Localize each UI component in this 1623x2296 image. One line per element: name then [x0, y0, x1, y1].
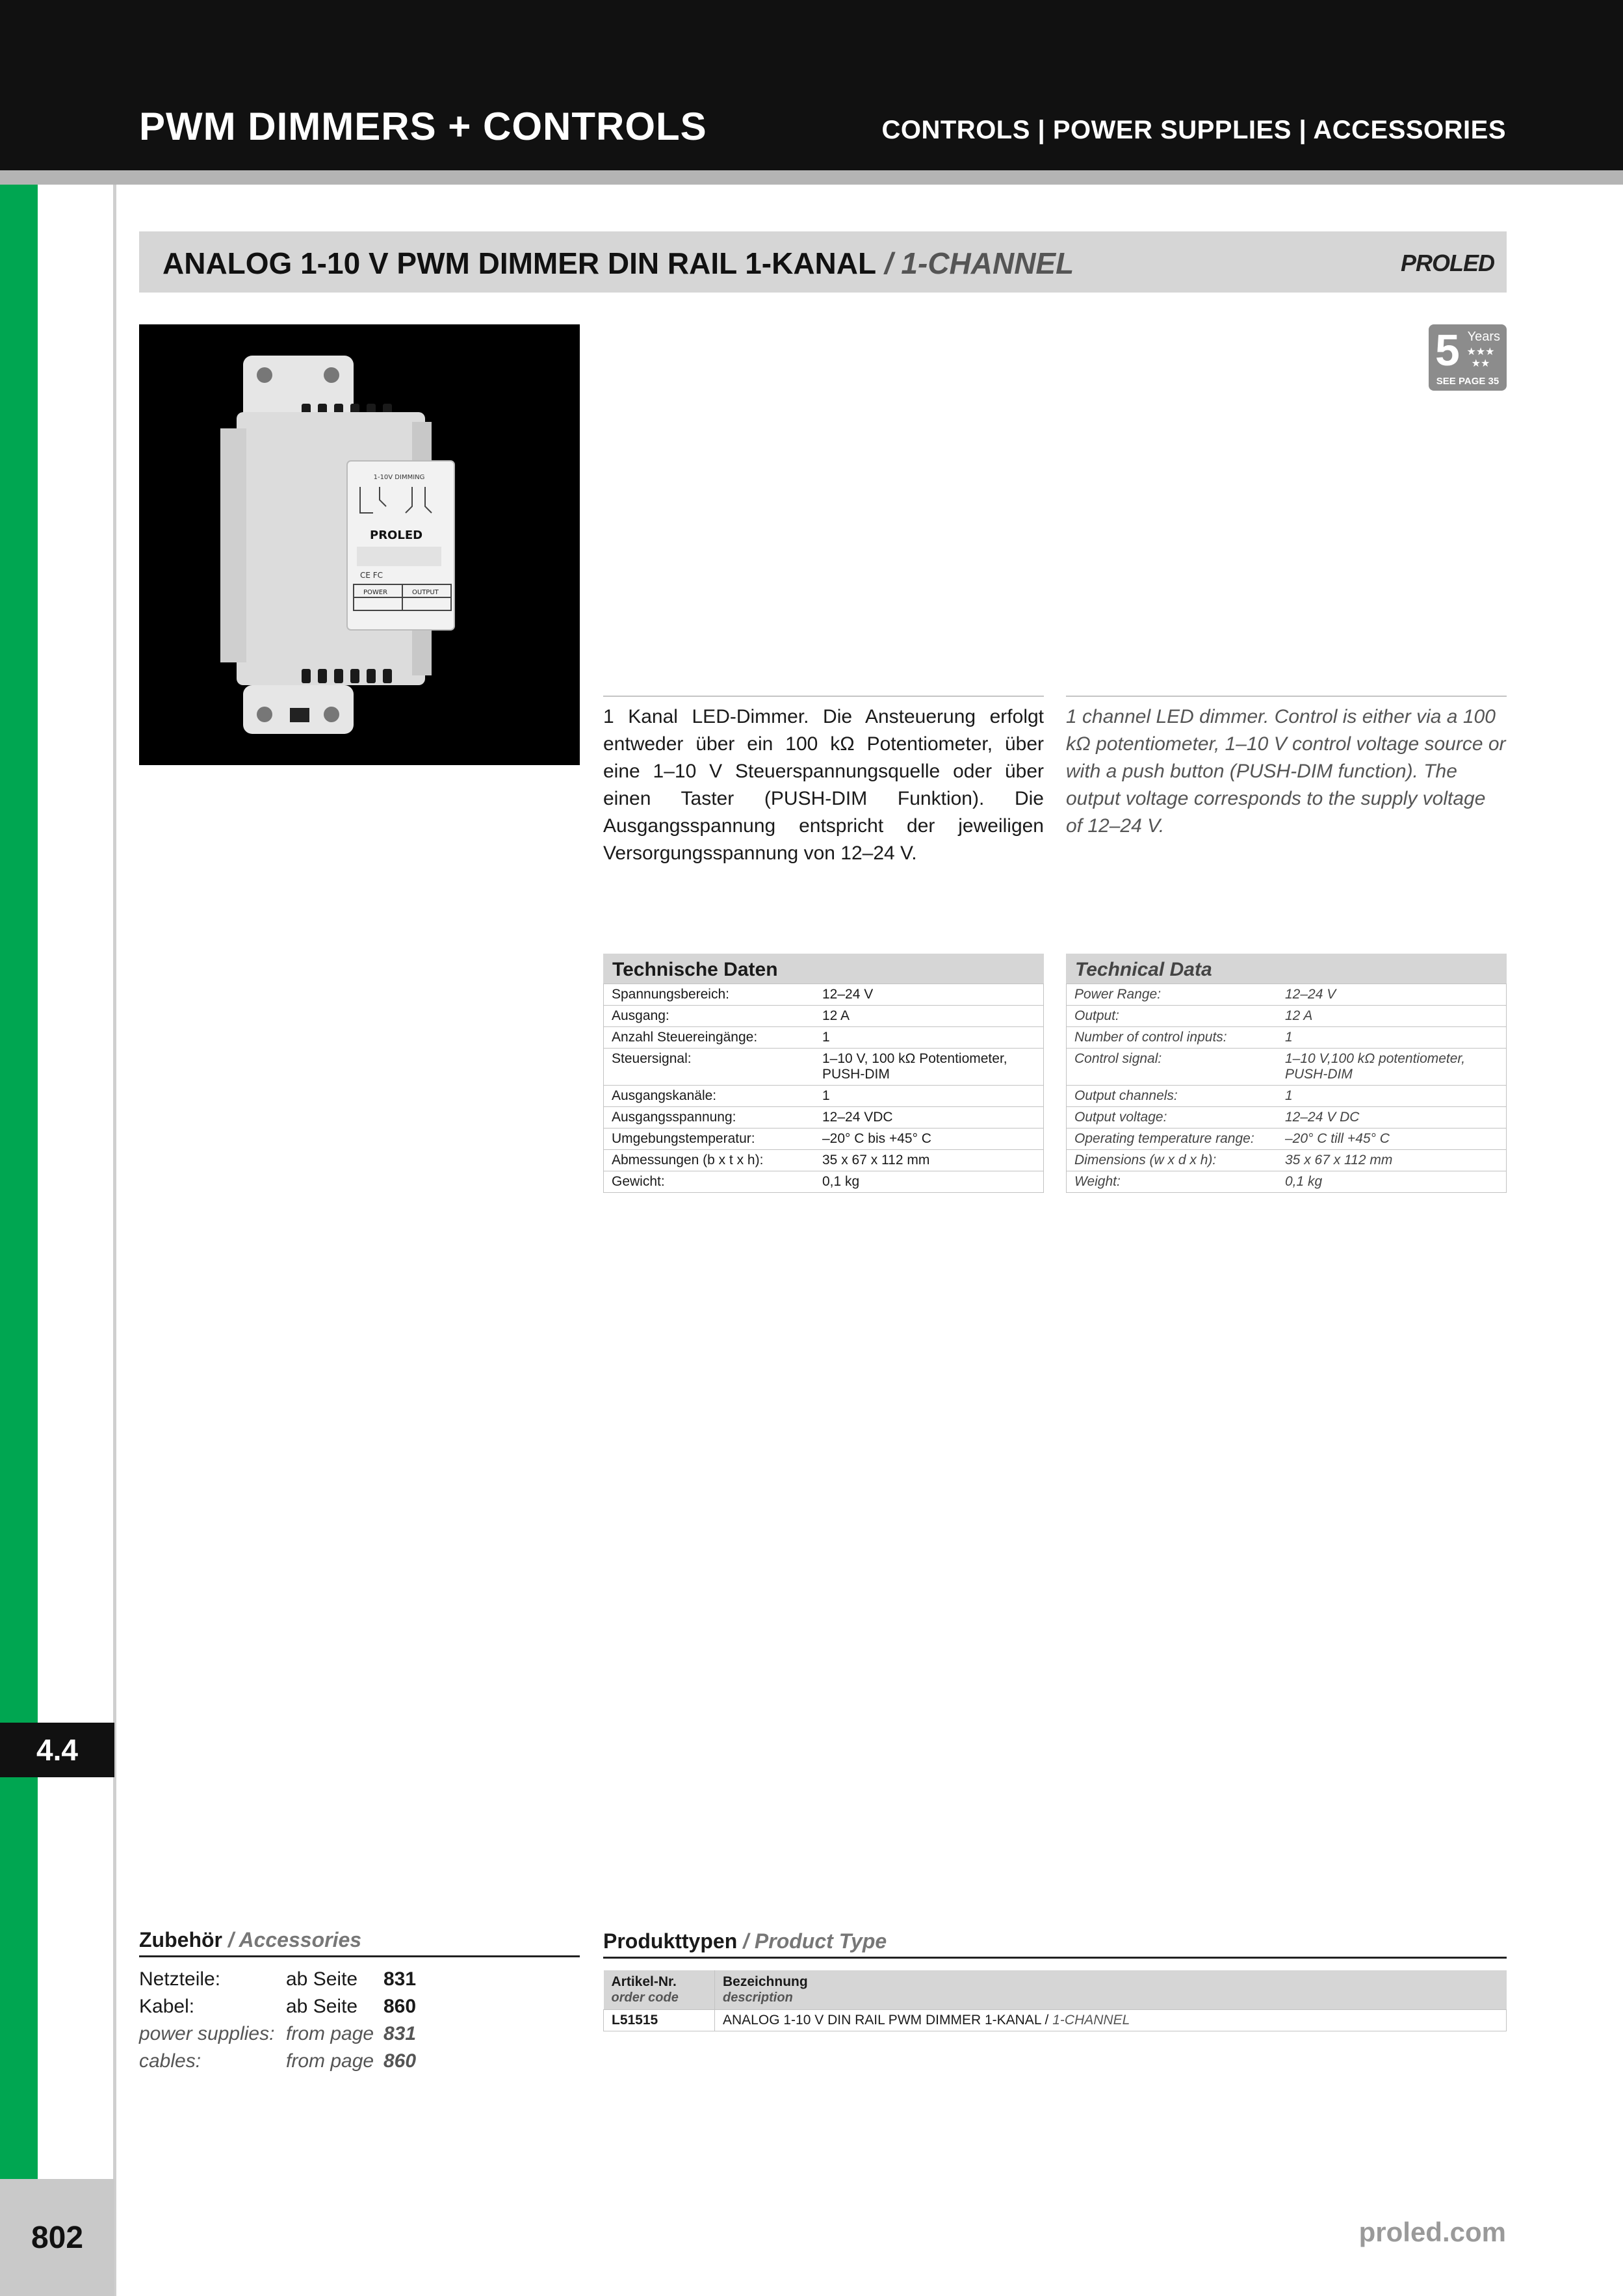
list-item	[139, 1966, 580, 1993]
table-row	[604, 1128, 1044, 1150]
device-output-label: OUTPUT	[412, 589, 439, 596]
tech-data-de	[603, 954, 1044, 1193]
table-row	[1067, 984, 1507, 1006]
table-row	[604, 1006, 1044, 1027]
table-row	[1067, 1107, 1507, 1128]
product-title-main: ANALOG 1-10 V PWM DIMMER DIN RAIL 1-KANAL	[162, 246, 877, 280]
accessories-title-de: Zubehör	[139, 1928, 222, 1951]
table-row	[604, 1027, 1044, 1049]
spec-value: –20° C till +45° C	[1277, 1128, 1507, 1150]
spec-value: 0,1 kg	[1277, 1171, 1507, 1193]
spec-label: Number of control inputs:	[1067, 1027, 1278, 1049]
spec-label: Spannungsbereich:	[604, 984, 815, 1006]
product-type-title-en: Product Type	[754, 1929, 887, 1953]
accessories-title-en: Accessories	[239, 1928, 362, 1951]
spec-label: Anzahl Steuereingänge:	[604, 1027, 815, 1049]
description-de: 1 Kanal LED-Dimmer. Die Ansteuerung erfolgt entweder über ein 100 kΩ Potentiometer, über eine 1–10 V Steuerspannungsquelle oder über einen Taster (PUSH-DIM Funktion). Die Ausgangsspannung entspricht der jeweiligen Versorgungsspannung von 12–24 V.	[603, 706, 1044, 864]
accessory-page: 831	[383, 2023, 417, 2044]
device-label-top: 1-10V DIMMING	[373, 474, 425, 481]
spec-value: 1–10 V,100 kΩ potentiometer, PUSH-DIM	[1277, 1049, 1507, 1086]
spec-value: 1	[1277, 1086, 1507, 1107]
product-description-de: ANALOG 1-10 V DIN RAIL PWM DIMMER 1-KANAL /	[723, 2013, 1053, 2028]
spec-label: Ausgangskanäle:	[604, 1086, 815, 1107]
spec-label: Output channels:	[1067, 1086, 1278, 1107]
svg-text:CE FC: CE FC	[360, 571, 383, 580]
spec-value: 12 A	[814, 1006, 1044, 1027]
gray-rail	[113, 185, 116, 2296]
spec-value: 12–24 V	[814, 984, 1044, 1006]
spec-label: Steuersignal:	[604, 1049, 815, 1086]
col-order-code-en: order code	[611, 1990, 679, 2005]
warranty-years-label: Years	[1467, 330, 1500, 344]
spec-value: 1	[814, 1027, 1044, 1049]
table-row	[1067, 1006, 1507, 1027]
table-row	[604, 1086, 1044, 1107]
table-row	[1067, 1049, 1507, 1086]
accessory-label: Netzteile:	[139, 1968, 221, 1990]
list-item	[139, 2020, 580, 2048]
accessory-from: from page	[286, 2023, 374, 2044]
spec-value: 12–24 VDC	[814, 1107, 1044, 1128]
table-row	[604, 1150, 1044, 1171]
spec-label: Abmessungen (b x t x h):	[604, 1150, 815, 1171]
col-order-code-de: Artikel-Nr.	[611, 1974, 677, 1989]
device-power-label: POWER	[363, 589, 388, 596]
spec-value: 12–24 V DC	[1277, 1107, 1507, 1128]
table-row	[1067, 1086, 1507, 1107]
table-row	[604, 1049, 1044, 1086]
green-side-bar	[0, 185, 38, 2179]
accessory-from: ab Seite	[286, 1996, 358, 2017]
spec-value: 1	[814, 1086, 1044, 1107]
warranty-badge	[1429, 324, 1507, 391]
din-rail-dimmer-image	[139, 324, 580, 765]
desc-en-rule	[1066, 696, 1507, 697]
device-brand: PROLED	[370, 528, 423, 542]
table-row	[604, 984, 1044, 1006]
accessory-from: ab Seite	[286, 1968, 358, 1990]
accessories-rule	[139, 1955, 580, 1957]
accessory-label: cables:	[139, 2050, 201, 2072]
accessory-page: 831	[383, 1968, 417, 1990]
accessory-from: from page	[286, 2050, 374, 2072]
accessories-list	[139, 1966, 580, 2075]
table-row	[1067, 1150, 1507, 1171]
spec-value: 1	[1277, 1027, 1507, 1049]
product-type-title-de: Produkttypen	[603, 1929, 738, 1953]
spec-value: 35 x 67 x 112 mm	[814, 1150, 1044, 1171]
accessory-label: power supplies:	[139, 2023, 275, 2044]
table-row	[604, 1171, 1044, 1193]
order-code: L51515	[604, 2010, 715, 2031]
spec-label: Power Range:	[1067, 984, 1278, 1006]
spec-value: 35 x 67 x 112 mm	[1277, 1150, 1507, 1171]
brand-logo: PROLED	[1400, 250, 1494, 276]
spec-value: 12–24 V	[1277, 984, 1507, 1006]
product-type-title-sep: /	[737, 1929, 755, 1953]
col-description	[715, 1970, 1507, 2010]
accessory-page: 860	[383, 2050, 417, 2072]
spec-label: Operating temperature range:	[1067, 1128, 1278, 1150]
category-nav: CONTROLS | POWER SUPPLIES | ACCESSORIES	[881, 116, 1506, 144]
tech-data-en-title: Technical Data	[1066, 954, 1507, 984]
product-type-heading	[603, 1929, 887, 1953]
spec-label: Gewicht:	[604, 1171, 815, 1193]
warranty-see-page: SEE PAGE 35	[1436, 376, 1500, 387]
list-item	[139, 2048, 580, 2075]
table-row	[1067, 1171, 1507, 1193]
spec-value: –20° C bis +45° C	[814, 1128, 1044, 1150]
description-en: 1 channel LED dimmer. Control is either via a 100 kΩ potentiometer, 1–10 V control voltage source or with a push button (PUSH-DIM function). The output voltage corresponds to the supply voltage of 12–24 V.	[1066, 706, 1506, 837]
footer-website: proled.com	[1358, 2217, 1506, 2247]
header-rule	[0, 170, 1623, 185]
table-row	[604, 2010, 1507, 2031]
table-row	[1067, 1128, 1507, 1150]
col-description-en: description	[723, 1990, 793, 2005]
table-row	[604, 1107, 1044, 1128]
product-description-en: 1-CHANNEL	[1052, 2013, 1130, 2028]
page-number: 802	[0, 2179, 114, 2296]
accessories-title-sep: /	[222, 1928, 239, 1951]
spec-label: Ausgang:	[604, 1006, 815, 1027]
col-description-de: Bezeichnung	[723, 1974, 808, 1989]
spec-label: Output:	[1067, 1006, 1278, 1027]
spec-label: Output voltage:	[1067, 1107, 1278, 1128]
warranty-years-number: 5	[1435, 326, 1460, 375]
spec-label: Control signal:	[1067, 1049, 1278, 1086]
product-description	[715, 2010, 1507, 2031]
col-order-code	[604, 1970, 715, 2010]
accessory-page: 860	[383, 1996, 417, 2017]
spec-value: 1–10 V, 100 kΩ Potentiometer, PUSH-DIM	[814, 1049, 1044, 1086]
section-tab: 4.4	[0, 1723, 114, 1777]
spec-value: 12 A	[1277, 1006, 1507, 1027]
tech-data-de-table	[603, 984, 1044, 1193]
product-type-rule	[603, 1957, 1507, 1959]
accessories-heading	[139, 1928, 361, 1952]
product-title-en: 1-CHANNEL	[901, 246, 1074, 280]
product-title-sep: /	[876, 246, 902, 280]
section-title: PWM DIMMERS + CONTROLS	[139, 105, 707, 148]
accessory-label: Kabel:	[139, 1996, 195, 2017]
spec-label: Umgebungstemperatur:	[604, 1128, 815, 1150]
spec-value: 0,1 kg	[814, 1171, 1044, 1193]
tech-data-en-table	[1066, 984, 1507, 1193]
list-item	[139, 1993, 580, 2020]
product-title	[162, 246, 1074, 281]
spec-label: Ausgangsspannung:	[604, 1107, 815, 1128]
tech-data-de-title: Technische Daten	[603, 954, 1044, 984]
desc-de-rule	[603, 696, 1044, 697]
product-type-table	[603, 1970, 1507, 2031]
tech-data-en	[1066, 954, 1507, 1193]
table-row	[1067, 1027, 1507, 1049]
spec-label: Dimensions (w x d x h):	[1067, 1150, 1278, 1171]
spec-label: Weight:	[1067, 1171, 1278, 1193]
star-icon: ★★★ ★★	[1466, 346, 1495, 369]
product-photo	[139, 324, 580, 765]
